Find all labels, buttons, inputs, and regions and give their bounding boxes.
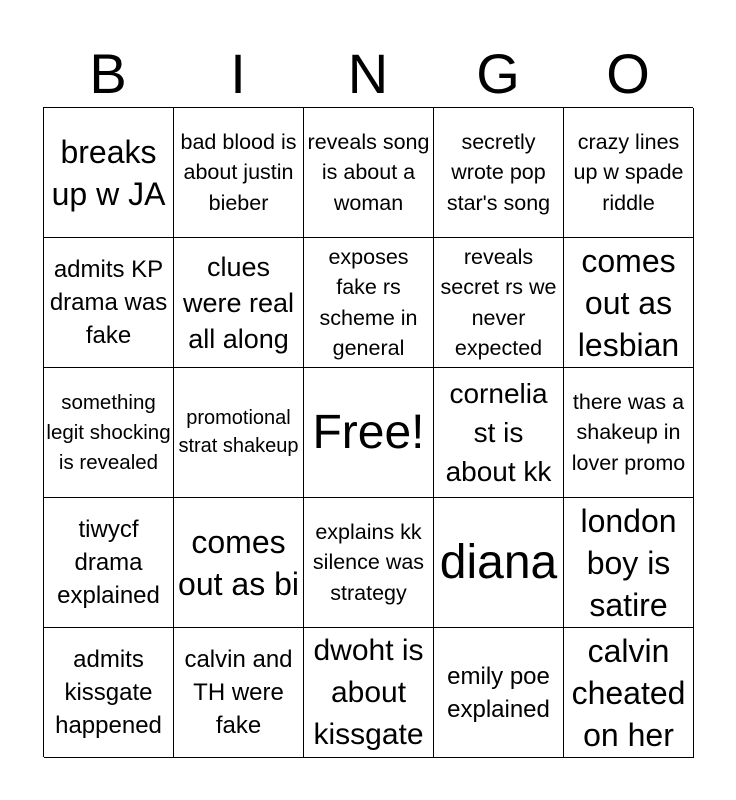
cell-text: emily poe explained [447, 662, 550, 723]
cell-text: london boy is satire [580, 502, 677, 623]
bingo-cell[interactable] [304, 498, 434, 628]
bingo-cell[interactable] [174, 628, 304, 758]
header-letter-o: O [606, 42, 650, 105]
bingo-cell[interactable] [564, 238, 694, 368]
bingo-cell[interactable] [304, 628, 434, 758]
bingo-cell[interactable] [564, 368, 694, 498]
cell-text: bad blood is about justin bieber [180, 129, 297, 215]
cell-text: reveals song is about a woman [307, 129, 430, 215]
bingo-cell[interactable] [564, 108, 694, 238]
cell-text: explains kk silence was strategy [312, 519, 425, 605]
header-letter-b: B [89, 42, 127, 105]
bingo-cell[interactable] [44, 238, 174, 368]
cell-text: admits KP drama was fake [49, 256, 168, 349]
free-cell[interactable] [304, 368, 434, 498]
cell-text: secretly wrote pop star's song [446, 129, 551, 215]
bingo-grid [43, 107, 693, 757]
cell-text: calvin cheated on her [571, 632, 686, 753]
cell-text: there was a shakeup in lover promo [571, 389, 686, 475]
bingo-cell[interactable] [434, 628, 564, 758]
bingo-cell[interactable] [44, 498, 174, 628]
cell-text: comes out as bi [178, 523, 299, 602]
bingo-cell[interactable] [434, 498, 564, 628]
bingo-cell[interactable] [304, 238, 434, 368]
bingo-cell[interactable] [174, 238, 304, 368]
cell-text: diana [439, 535, 558, 589]
bingo-cell[interactable] [174, 108, 304, 238]
bingo-cell[interactable] [44, 628, 174, 758]
bingo-cell[interactable] [44, 368, 174, 498]
cell-text: promotional strat shakeup [178, 407, 299, 457]
cell-text: cornelia st is about kk [445, 378, 552, 487]
bingo-header [43, 42, 693, 106]
cell-text: breaks up w JA [51, 133, 166, 212]
bingo-cell[interactable] [434, 368, 564, 498]
header-letter-g: G [476, 42, 520, 105]
free-space-text: Free! [312, 405, 425, 459]
cell-text: tiwycf drama explained [57, 516, 160, 609]
bingo-cell[interactable] [304, 108, 434, 238]
bingo-cell[interactable] [174, 498, 304, 628]
bingo-cell[interactable] [564, 498, 694, 628]
bingo-cell[interactable] [434, 238, 564, 368]
bingo-cell[interactable] [174, 368, 304, 498]
cell-text: crazy lines up w spade riddle [573, 129, 684, 215]
cell-text: comes out as lesbian [577, 242, 680, 363]
cell-text: exposes fake rs scheme in general [319, 244, 418, 360]
bingo-cell[interactable] [564, 628, 694, 758]
header-letter-n: N [347, 42, 389, 105]
header-letter-i: I [230, 42, 246, 105]
cell-text: admits kissgate happened [55, 646, 162, 739]
cell-text: calvin and TH were fake [184, 646, 293, 739]
cell-text: something legit shocking is revealed [46, 390, 171, 474]
bingo-cell[interactable] [44, 108, 174, 238]
cell-text: reveals secret rs we never expected [440, 244, 557, 360]
bingo-cell[interactable] [434, 108, 564, 238]
cell-text: dwoht is about kissgate [313, 633, 424, 751]
cell-text: clues were real all along [182, 251, 295, 354]
